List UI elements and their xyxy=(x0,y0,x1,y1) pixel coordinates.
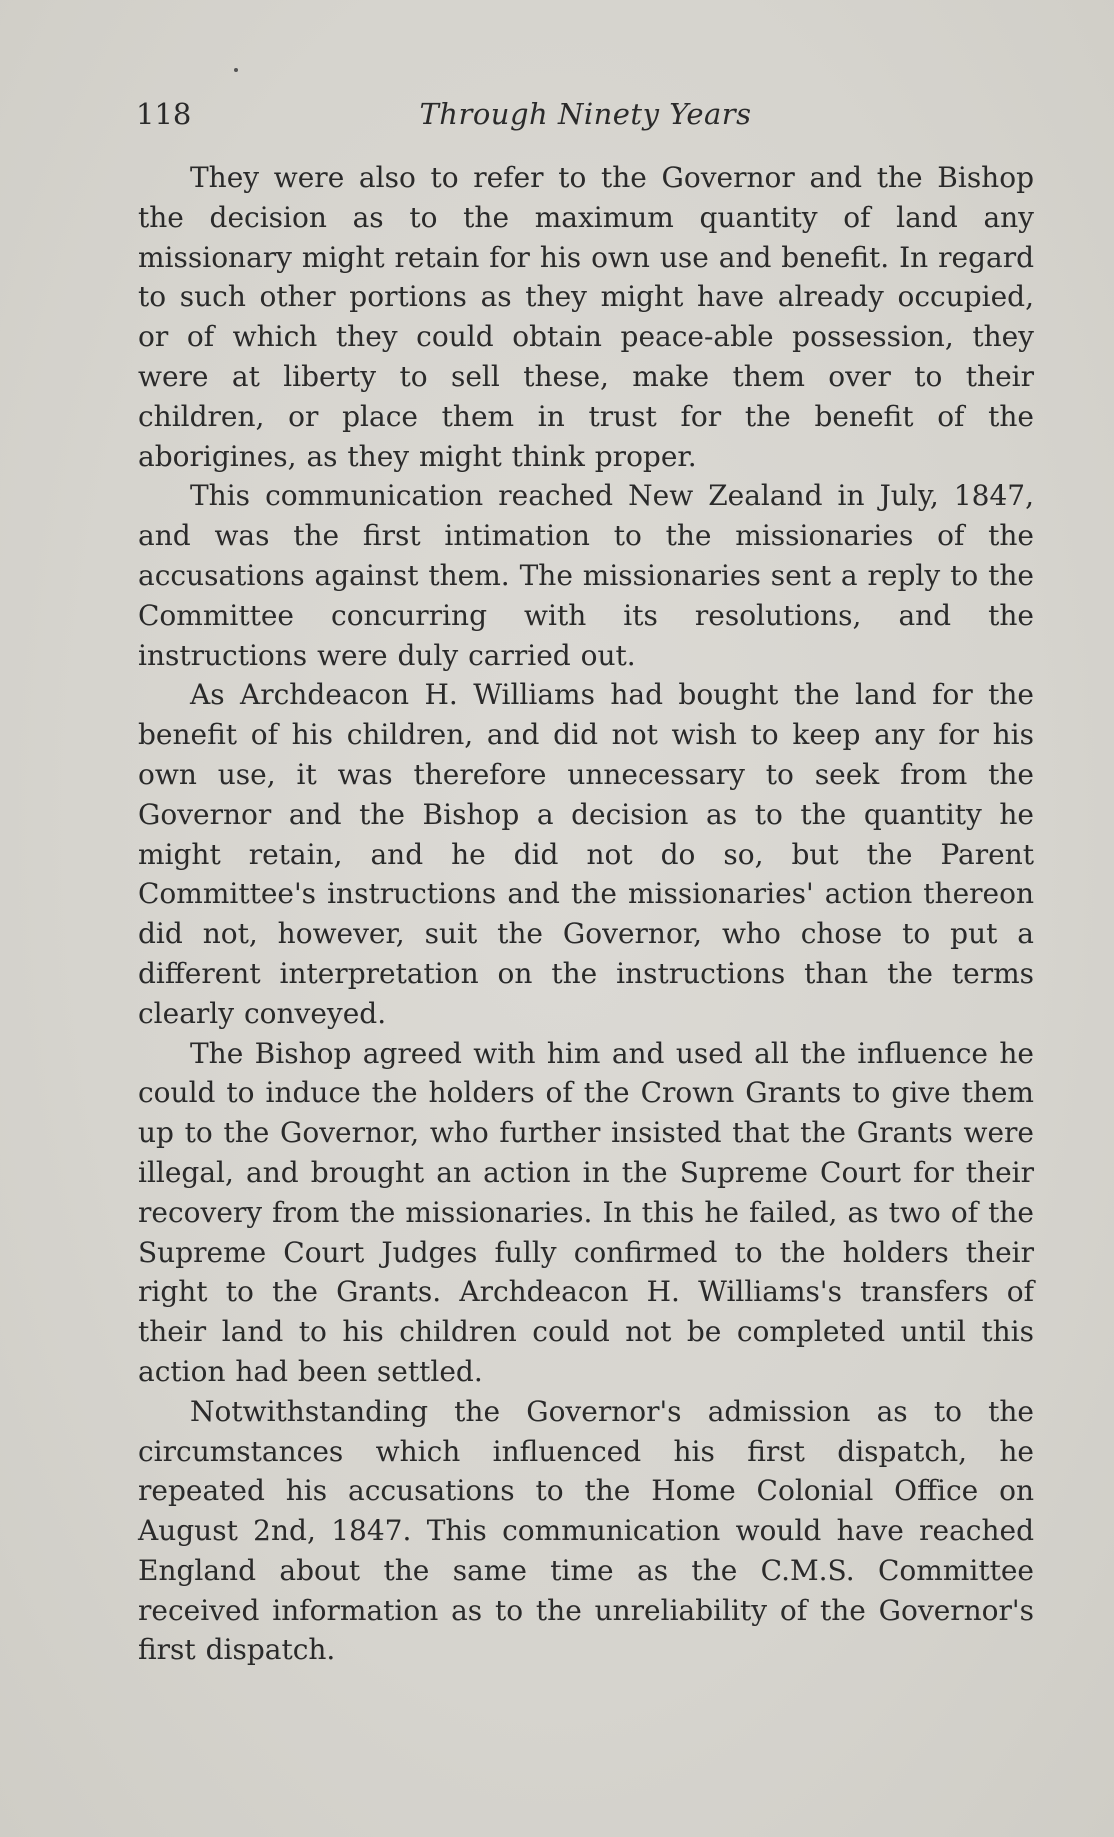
paragraph: Notwithstanding the Governor's admission as to the circumstances which influenced his first dispatch, he repeated his accusations to the Home Colonial Office on August 2nd, 1847. This communication would have reached England about the same time as the C.M.S. Committee received information as to the unreliability of the Governor's first dispatch. xyxy=(138,1394,1034,1667)
running-head xyxy=(136,92,1035,136)
paragraph: They were also to refer to the Governor and the Bishop the decision as to the maximum quantity of land any missionary might retain for his own use and benefit. In regard to such other portions as they might have already occupied, or of which they could obtain peace-able possession, they were at liberty to sell these, make them over to their children, or place them in trust for the benefit of the aborigines, as they might think proper. xyxy=(138,161,1034,473)
page-number: 118 xyxy=(136,97,192,131)
ink-speck xyxy=(234,68,238,72)
running-title: Through Ninety Years xyxy=(419,97,752,131)
paragraph: This communication reached New Zealand in July, 1847, and was the first intimation to the missionaries of the accusations against them. The missionaries sent a reply to the Committee concurring with its resolutions, and the instructions were duly carried out. xyxy=(138,479,1034,672)
paragraph: As Archdeacon H. Williams had bought the land for the benefit of his children, and did not wish to keep any for his own use, it was therefore unnecessary to seek from the Governor and the Bishop a decision as to the quantity he might retain, and he did not do so, but the Parent Committee's instructions and the missionaries' action thereon did not, however, suit the Governor, who chose to put a different interpretation on the instructions than the terms clearly conveyed. xyxy=(138,678,1034,1030)
body-text xyxy=(138,158,1034,1670)
paragraph: The Bishop agreed with him and used all the influence he could to induce the holders of the Crown Grants to give them up to the Governor, who further insisted that the Grants were illegal, and brought an action in the Supreme Court for their recovery from the missionaries. In this he failed, as two of the Supreme Court Judges fully confirmed to the holders their right to the Grants. Archdeacon H. Williams's transfers of their land to his children could not be completed until this action had been settled. xyxy=(138,1036,1034,1388)
